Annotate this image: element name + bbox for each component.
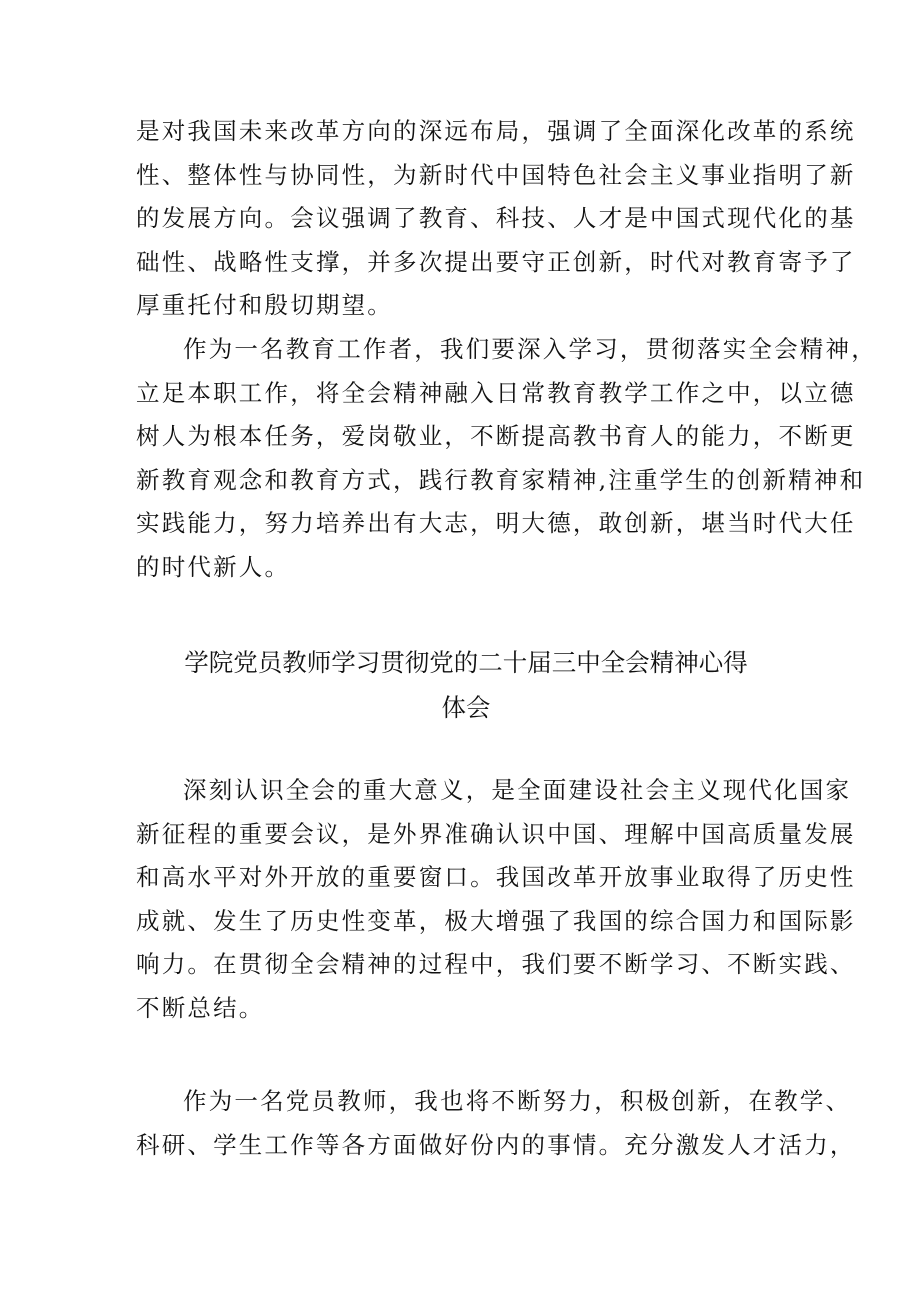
text-line: 作为一名教育工作者，我们要深入学习，贯彻落实全会精神， — [183, 335, 877, 363]
section-heading — [136, 640, 796, 730]
paragraph-4 — [136, 1080, 856, 1167]
text-line: 不断总结。 — [136, 993, 265, 1022]
paragraph-3 — [136, 769, 856, 1031]
text-line: 新征程的重要会议，是外界准确认识中国、理解中国高质量发展 — [136, 819, 856, 848]
text-line: 新教育观念和教育方式，践行教育家精神,注重学生的创新精神和 — [136, 465, 866, 494]
text-line: 和高水平对外开放的重要窗口。我国改革开放事业取得了历史性 — [136, 863, 856, 892]
text-line: 作为一名党员教师，我也将不断努力，积极创新，在教学、 — [183, 1087, 852, 1115]
text-line: 树人为根本任务，爱岗敬业，不断提高教书育人的能力，不断更 — [136, 422, 856, 451]
paragraph-1 — [136, 110, 856, 328]
text-line: 的发展方向。会议强调了教育、科技、人才是中国式现代化的基 — [136, 204, 856, 233]
text-line: 厚重托付和殷切期望。 — [136, 291, 393, 320]
text-line: 响力。在贯彻全会精神的过程中，我们要不断学习、不断实践、 — [136, 950, 856, 979]
text-line: 深刻认识全会的重大意义，是全面建设社会主义现代化国家 — [183, 776, 852, 804]
text-line: 础性、战略性支撑，并多次提出要守正创新，时代对教育寄予了 — [136, 247, 856, 276]
heading-line: 体会 — [441, 693, 491, 722]
text-line: 立足本职工作，将全会精神融入日常教育教学工作之中，以立德 — [136, 378, 856, 407]
text-line: 性、整体性与协同性，为新时代中国特色社会主义事业指明了新 — [136, 160, 856, 189]
paragraph-2 — [136, 328, 877, 590]
text-line: 成就、发生了历史性变革，极大增强了我国的综合国力和国际影 — [136, 906, 856, 935]
heading-line: 学院党员教师学习贯彻党的二十届三中全会精神心得 — [184, 648, 748, 677]
text-line: 是对我国未来改革方向的深远布局，强调了全面深化改革的系统 — [136, 117, 856, 145]
text-line: 的时代新人。 — [136, 552, 291, 581]
text-line: 科研、学生工作等各方面做好份内的事情。充分激发人才活力， — [136, 1130, 856, 1159]
text-line: 实践能力，努力培养出有大志，明大德，敢创新，堪当时代大任 — [136, 509, 856, 538]
